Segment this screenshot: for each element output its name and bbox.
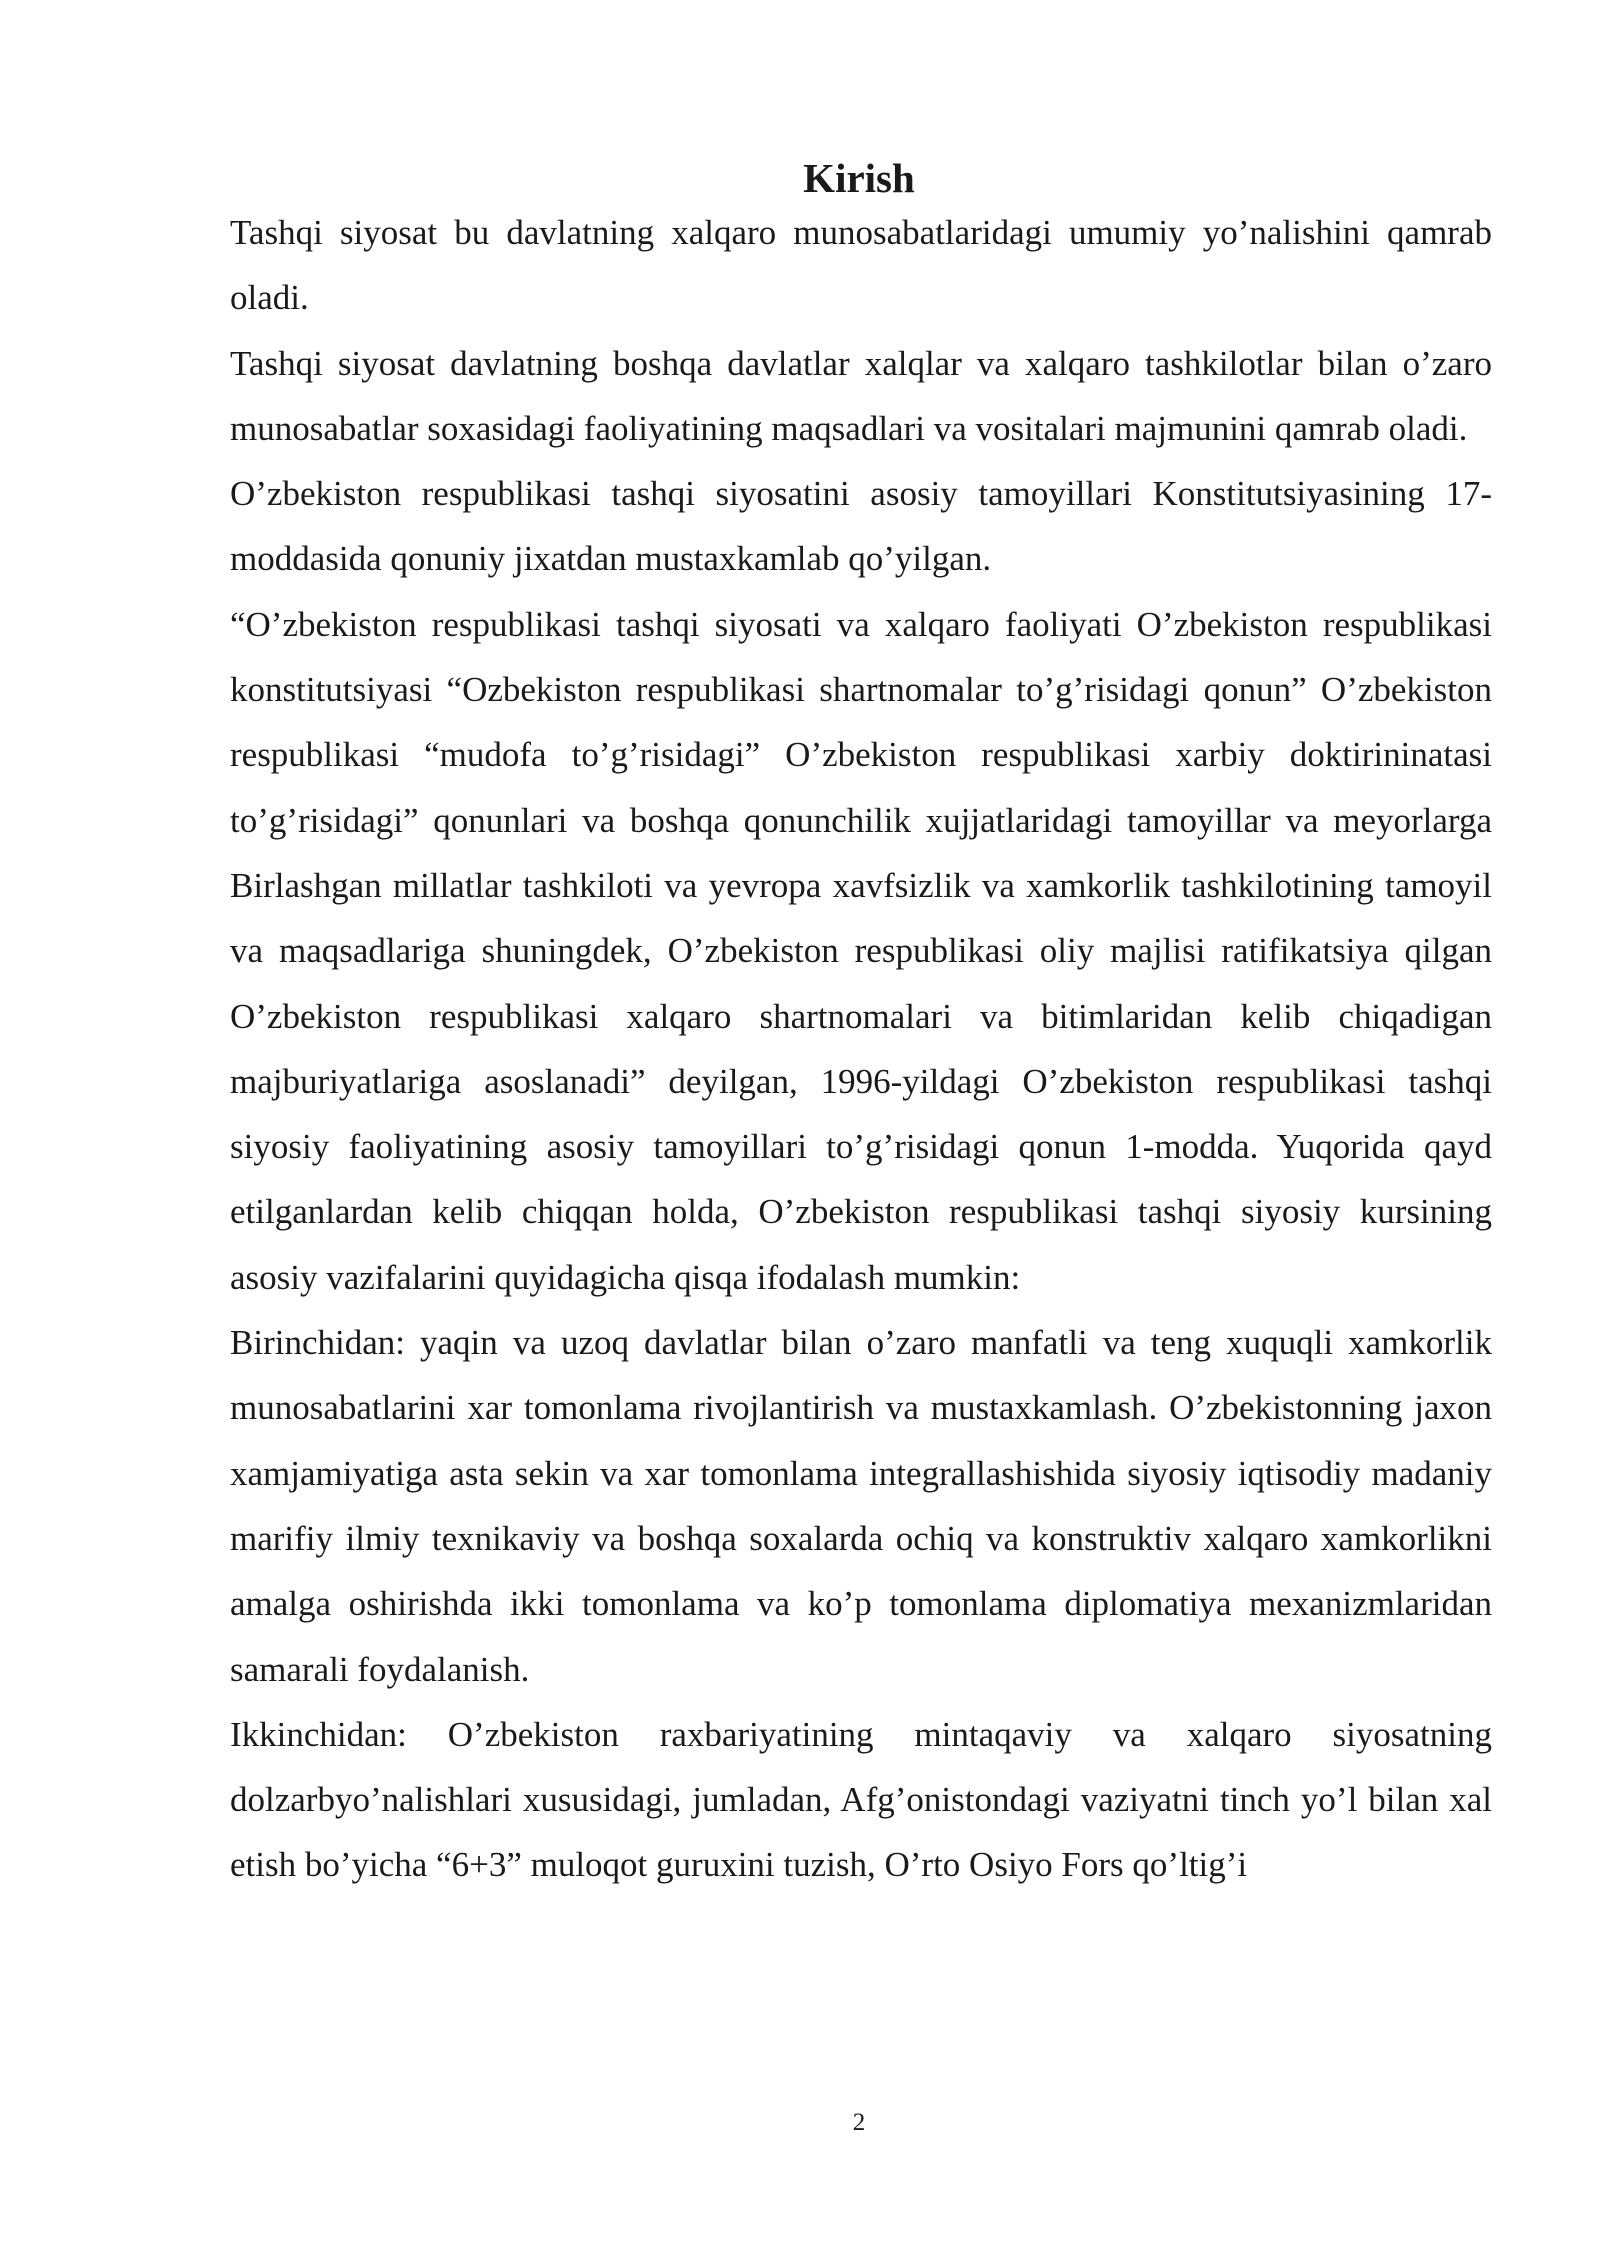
paragraph: O’zbekiston respublikasi tashqi siyosatini asosiy tamoyillari Konstitutsiyasining 17-moddasida qonuniy jixatdan mustaxkamlab qo’yilgan. xyxy=(230,474,1492,579)
page-title: Kirish xyxy=(803,155,915,201)
paragraph: Ikkinchidan: O’zbekiston raxbariyatining mintaqaviy va xalqaro siyosatning dolzarbyo’nalishlari xususidagi, jumladan, Afg’onistondagi vaziyatni tinch yo’l bilan xal etish bo’yicha “6+3” muloqot guruxini tuzish, O’rto Osiyo Fors qo’ltig’i xyxy=(230,1714,1492,1885)
body-text xyxy=(230,200,1492,1898)
paragraph: Tashqi siyosat bu davlatning xalqaro munosabatlaridagi umumiy yo’nalishini qamrab oladi. xyxy=(230,213,1492,318)
paragraph: Birinchidan: yaqin va uzoq davlatlar bilan o’zaro manfatli va teng xuquqli xamkorlik munosabatlarini xar tomonlama rivojlantirish va mustaxkamlash. O’zbekistonning jaxon xamjamiyatiga asta sekin va xar tomonlama integrallashishida siyosiy iqtisodiy madaniy marifiy ilmiy texnikaviy va boshqa soxalarda ochiq va konstruktiv xalqaro xamkorlikni amalga oshirishda ikki tomonlama va ko’p tomonlama diplomatiya mexanizmlaridan samarali foydalanish. xyxy=(230,1323,1492,1689)
paragraph: Tashqi siyosat davlatning boshqa davlatlar xalqlar va xalqaro tashkilotlar bilan o’zaro munosabatlar soxasidagi faoliyatining maqsadlari va vositalari majmunini qamrab oladi. xyxy=(230,343,1492,448)
page-number: 2 xyxy=(852,2109,866,2136)
paragraph: “O’zbekiston respublikasi tashqi siyosati va xalqaro faoliyati O’zbekiston respublikasi konstitutsiyasi “Ozbekiston respublikasi shartnomalar to’g’risidagi qonun” O’zbekiston respublikasi “mudofa to’g’risidagi” O’zbekiston respublikasi xarbiy doktirininatasi to’g’risidagi” qonunlari va boshqa qonunchilik xujjatlaridagi tamoyillar va meyorlarga Birlashgan millatlar tashkiloti va yevropa xavfsizlik va xamkorlik tashkilotining tamoyil va maqsadlariga shuningdek, O’zbekiston respublikasi oliy majlisi ratifikatsiya qilgan O’zbekiston respublikasi xalqaro shartnomalari va bitimlaridan kelib chiqadigan majburiyatlariga asoslanadi” deyilgan, 1996-yildagi O’zbekiston respublikasi tashqi siyosiy faoliyatining asosiy tamoyillari to’g’risidagi qonun 1-modda. Yuqorida qayd etilganlardan kelib chiqqan holda, O’zbekiston respublikasi tashqi siyosiy kursining asosiy vazifalarini quyidagicha qisqa ifodalash mumkin: xyxy=(230,604,1492,1297)
